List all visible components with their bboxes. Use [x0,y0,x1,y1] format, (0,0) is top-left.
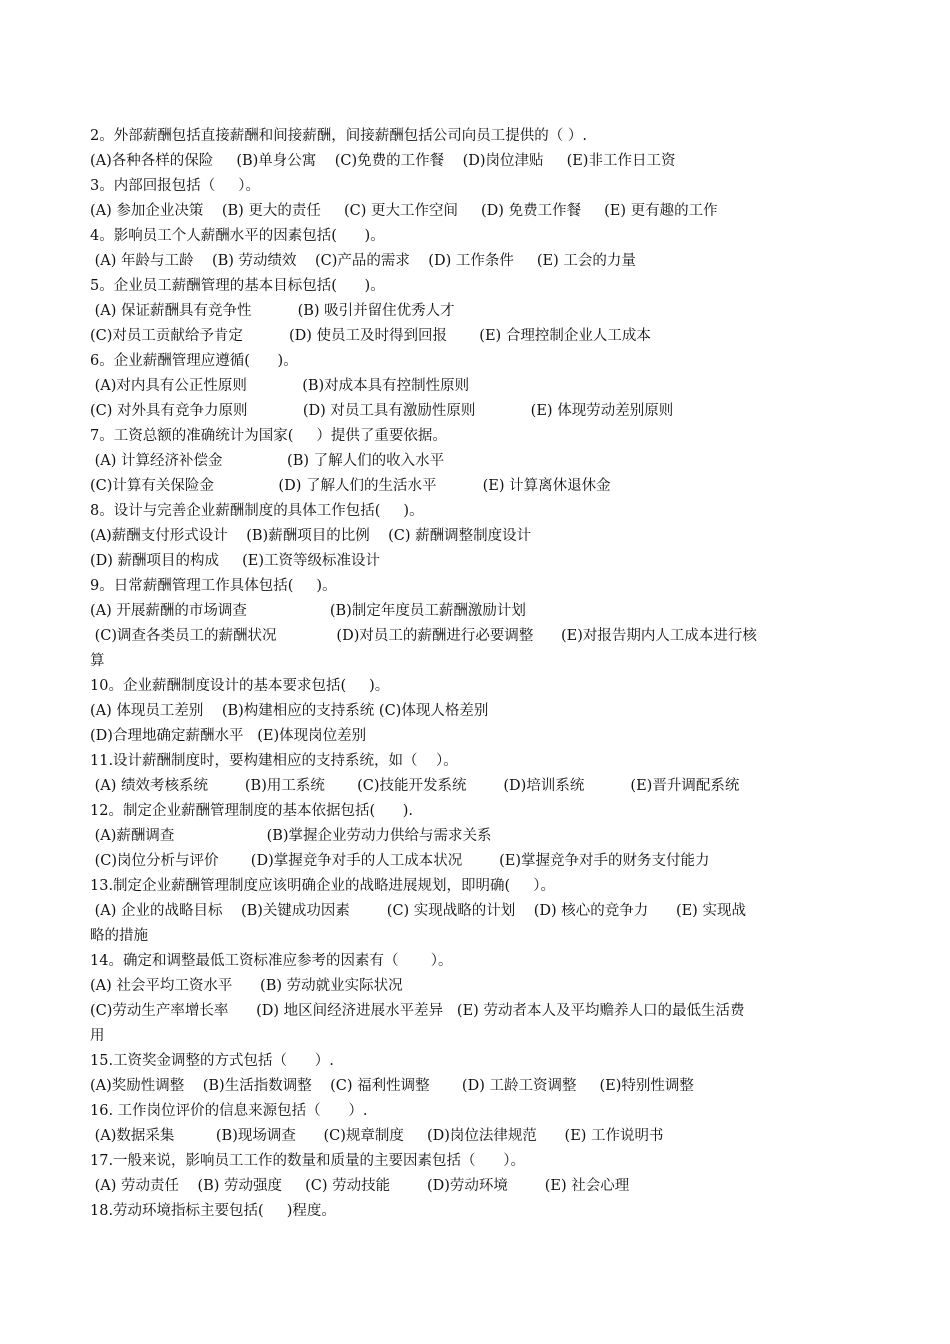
text-line: 18.劳动环境指标主要包括( )程度。 [90,1203,336,1219]
text-line: (A) 社会平均工资水平 (B) 劳动就业实际状况 [90,978,403,994]
text-line: (D) 薪酬项目的构成 (E)工资等级标准设计 [90,553,380,569]
text-line: 5。企业员工薪酬管理的基本目标包括( )。 [90,278,385,294]
text-line: (A)对内具有公正性原则 (B)对成本具有控制性原则 [90,378,470,394]
text-line: (D)合理地确定薪酬水平 (E)体现岗位差别 [90,728,367,744]
text-line: 算 [90,653,105,669]
text-line: (A) 计算经济补偿金 (B) 了解人们的收入水平 [90,453,445,469]
text-line: (C)计算有关保险金 (D) 了解人们的生活水平 (E) 计算离休退休金 [90,478,611,494]
text-line: 14。确定和调整最低工资标准应参考的因素有（ ）。 [90,953,453,969]
text-line: (A) 体现员工差别 (B)构建相应的支持系统 (C)体现人格差别 [90,703,489,719]
text-line: 用 [90,1028,105,1044]
text-line: 11.设计薪酬制度时，要构建相应的支持系统，如（ ）。 [90,753,458,769]
text-line: 略的措施 [90,928,148,944]
text-line: (A)数据采集 (B)现场调查 (C)规章制度 (D)岗位法律规范 (E) 工作说明书 [90,1128,664,1144]
text-line: (C) 对外具有竞争力原则 (D) 对员工具有激励性原则 (E) 体现劳动差别原则 [90,403,674,419]
text-line: (A) 劳动责任 (B) 劳动强度 (C) 劳动技能 (D)劳动环境 (E) 社会心理 [90,1178,630,1194]
text-line: 12。制定企业薪酬管理制度的基本依据包括( ). [90,803,414,819]
text-line: 6。企业薪酬管理应遵循( )。 [90,353,298,369]
text-line: (C)岗位分析与评价 (D)掌握竞争对手的人工成本状况 (E)掌握竞争对手的财务支付能力 [90,853,710,869]
text-line: (A) 企业的战略目标 (B)关键成功因素 (C) 实现战略的计划 (D) 核心的竞争力 (E) 实现战 [90,903,746,919]
text-line: (A) 保证薪酬具有竞争性 (B) 吸引并留住优秀人才 [90,303,455,319]
text-line: (C)劳动生产率增长率 (D) 地区间经济进展水平差异 (E) 劳动者本人及平均赡养人口的最低生活费 [90,1003,745,1019]
text-line: 17.一般来说，影响员工工作的数量和质量的主要因素包括（ ）。 [90,1153,525,1169]
text-line: 4。影响员工个人薪酬水平的因素包括( )。 [90,228,385,244]
text-line: (A)薪酬调查 (B)掌握企业劳动力供给与需求关系 [90,828,492,844]
text-line: (A)奖励性调整 (B)生活指数调整 (C) 福利性调整 (D) 工龄工资调整 (E)特别性调整 [90,1078,694,1094]
text-line: 2。外部薪酬包括直接薪酬和间接薪酬，间接薪酬包括公司向员工提供的（ ）. [90,128,587,144]
text-line: 7。工资总额的准确统计为国家( ）提供了重要依据。 [90,428,447,444]
text-line: 13.制定企业薪酬管理制度应该明确企业的战略进展规划，即明确( ）。 [90,878,556,894]
text-line: 10。企业薪酬制度设计的基本要求包括( )。 [90,678,390,694]
text-line: (C)对员工贡献给予肯定 (D) 使员工及时得到回报 (E) 合理控制企业人工成本 [90,328,651,344]
text-line: 9。日常薪酬管理工作具体包括( )。 [90,578,337,594]
text-line: (A) 绩效考核系统 (B)用工系统 (C)技能开发系统 (D)培训系统 (E)晋升调配系统 [90,778,740,794]
question-list [90,124,865,1224]
text-line: 15.工资奖金调整的方式包括（ ）. [90,1053,334,1069]
text-line: 3。内部回报包括（ ）。 [90,178,261,194]
text-line: (A)薪酬支付形式设计 (B)薪酬项目的比例 (C) 薪酬调整制度设计 [90,528,532,544]
text-line: (A) 参加企业决策 (B) 更大的责任 (C) 更大工作空间 (D) 免费工作餐 (E) 更有趣的工作 [90,203,718,219]
text-line: (C)调查各类员工的薪酬状况 (D)对员工的薪酬进行必要调整 (E)对报告期内人工成本进行核 [90,628,757,644]
text-line: (A) 年龄与工龄 (B) 劳动绩效 (C)产品的需求 (D) 工作条件 (E) 工会的力量 [90,253,636,269]
text-line: 8。设计与完善企业薪酬制度的具体工作包括( )。 [90,503,424,519]
text-line: (A)各种各样的保险 (B)单身公寓 (C)免费的工作餐 (D)岗位津贴 (E)非工作日工资 [90,153,676,169]
text-line: 16. 工作岗位评价的信息来源包括（ ）. [90,1103,368,1119]
text-line: (A) 开展薪酬的市场调查 (B)制定年度员工薪酬激励计划 [90,603,526,619]
